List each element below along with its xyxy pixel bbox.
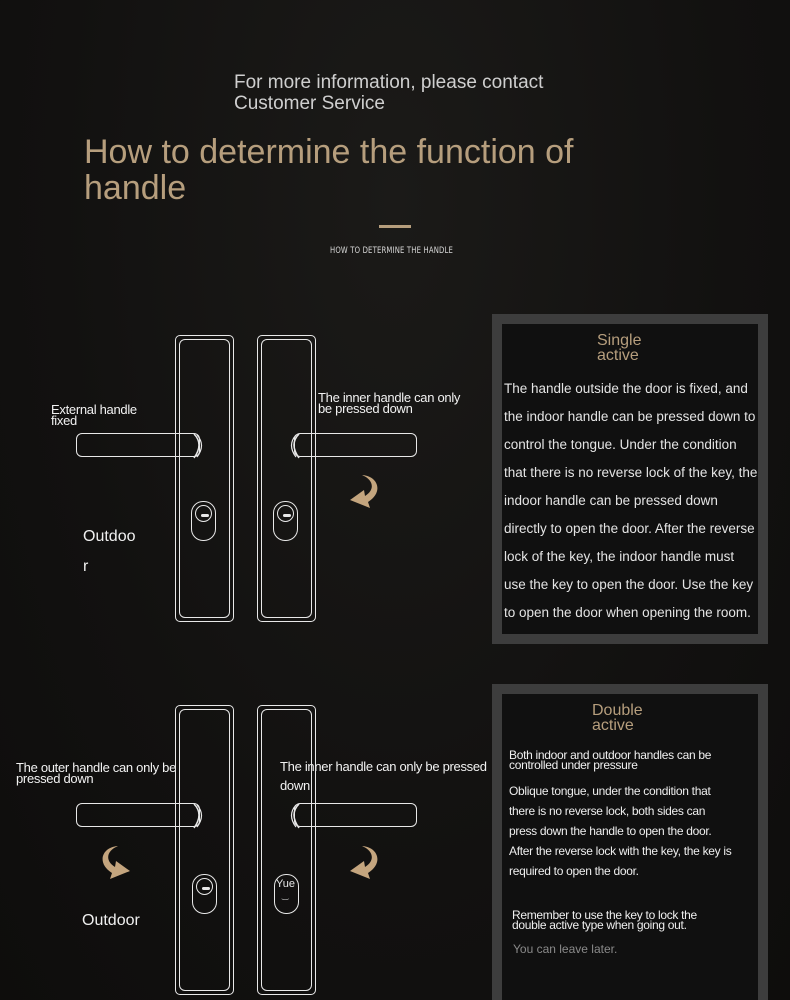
cylinder-slot [283, 514, 291, 517]
panel-description [504, 375, 774, 627]
text-line: indoor handle can be pressed down [504, 493, 718, 508]
inner-lock-plate [257, 335, 316, 622]
text-line: required to open the door. [509, 864, 639, 878]
lever-rose-icon [287, 432, 301, 460]
keyhole-text: Yue [276, 878, 295, 890]
text-line: the indoor handle can be pressed down to [504, 409, 756, 424]
lever-rose-icon [192, 432, 206, 460]
title-line-2: handle [84, 169, 187, 207]
lever-rose-icon [192, 802, 206, 830]
curved-arrow-down-left-icon [348, 843, 384, 881]
outdoor-label: Outdoor [82, 912, 140, 929]
text-line: Remember to use the key to lock the [512, 908, 697, 922]
outdoor-line: Outdoo [83, 528, 136, 545]
text-line: The handle outside the door is fixed, and [504, 381, 748, 396]
outer-lock-plate [175, 335, 234, 622]
text-line: After the reverse lock with the key, the key is [509, 844, 732, 858]
label-line: External handle [51, 402, 137, 417]
text-line: use the key to open the door. Use the key [504, 577, 754, 592]
cylinder-slot [201, 514, 209, 517]
accent-divider [379, 225, 411, 228]
text-line: directly to open the door. After the reverse [504, 521, 755, 536]
panel-title-line: active [592, 717, 634, 734]
lever-rose-icon [287, 802, 301, 830]
external-handle-label [51, 404, 137, 426]
single-active-panel [492, 314, 768, 644]
panel-title-line: Single [597, 332, 642, 349]
smile-icon: ‿ [282, 891, 289, 900]
plate-inner-outline [179, 709, 230, 991]
text-line: Both indoor and outdoor handles can be [509, 748, 712, 762]
contact-line-1: For more information, please contact [234, 72, 544, 93]
panel-title-line: Double [592, 702, 643, 719]
double-active-panel [492, 684, 768, 1000]
outdoor-label [83, 528, 135, 576]
panel-intro [509, 750, 711, 770]
lock-cylinder-icon [191, 501, 216, 541]
label-line: down [280, 778, 310, 793]
plate-inner-outline [179, 339, 230, 618]
panel-title-line: active [597, 347, 639, 364]
panel-description [509, 781, 731, 881]
label-line: The inner handle can only be pressed [280, 759, 487, 774]
panel-reminder [512, 910, 697, 930]
text-line: that there is no reverse lock of the key, the [504, 465, 758, 480]
panel-body [502, 694, 758, 1000]
contact-text [234, 72, 543, 114]
panel-body [502, 324, 758, 634]
text-line: to open the door when opening the room. [504, 605, 751, 620]
cylinder-ring [277, 505, 294, 522]
text-line: press down the handle to open the door. [509, 824, 712, 838]
outer-handle-lever [76, 433, 200, 457]
panel-note: You can leave later. [513, 942, 618, 956]
page-subtitle: HOW TO DETERMINE THE HANDLE [330, 246, 454, 256]
label-line: be pressed down [318, 401, 413, 416]
lock-cylinder-icon [273, 501, 298, 541]
label-line: pressed down [16, 771, 94, 786]
text-line: controlled under pressure [509, 758, 638, 772]
text-line: double active type when going out. [512, 918, 687, 932]
panel-title [597, 333, 641, 363]
lock-cylinder-icon [192, 874, 217, 914]
text-line: lock of the key, the indoor handle must [504, 549, 735, 564]
curved-arrow-down-right-icon [96, 843, 132, 881]
label-line: The outer handle can only be [16, 760, 176, 775]
inner-handle-label [318, 392, 460, 414]
label-line: The inner handle can only [318, 390, 461, 405]
text-line: Oblique tongue, under the condition that [509, 784, 711, 798]
curved-arrow-down-left-icon [348, 472, 384, 510]
outer-handle-lever [76, 803, 200, 827]
cylinder-ring [195, 505, 212, 522]
label-line: fixed [51, 413, 77, 428]
cylinder-slot [202, 887, 210, 890]
plate-inner-outline [261, 709, 312, 991]
lock-cylinder-icon [274, 874, 299, 914]
plate-inner-outline [261, 339, 312, 618]
text-line: there is no reverse lock, both sides can [509, 804, 706, 818]
panel-title [592, 703, 643, 733]
outer-handle-label [16, 762, 176, 784]
inner-handle-lever [294, 433, 417, 457]
inner-lock-plate [257, 705, 316, 995]
title-line-1: How to determine the function of [84, 133, 574, 171]
outdoor-line: r [83, 558, 89, 575]
inner-handle-lever [294, 803, 417, 827]
page-title [84, 134, 644, 206]
contact-line-2: Customer Service [234, 93, 385, 114]
cylinder-ring [196, 878, 213, 895]
outer-lock-plate [175, 705, 234, 995]
text-line: control the tongue. Under the condition [504, 437, 737, 452]
